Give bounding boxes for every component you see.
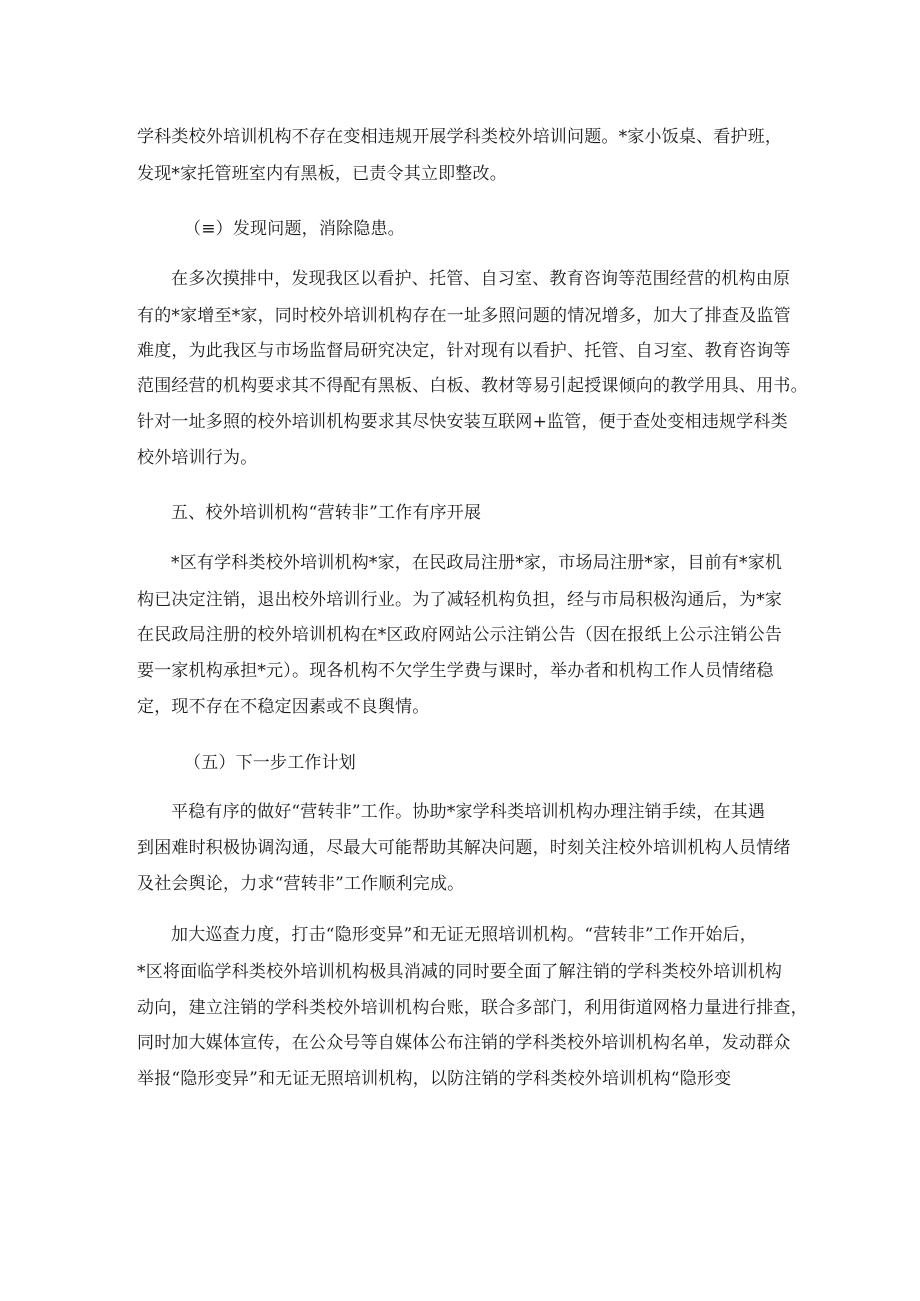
text-line: 加大巡查力度，打击“隐形变异”和无证无照培训机构。“营转非”工作开始后，	[171, 925, 757, 945]
text-line: 到困难时积极协调沟通，尽最大可能帮助其解决问题，时刻关注校外培训机构人员情绪	[137, 838, 791, 858]
section-heading: （五）下一步工作计划	[184, 753, 356, 773]
text-line: 针对一址多照的校外培训机构要求其尽快安装互联网+监管，便于查处变相违规学科类	[137, 412, 788, 432]
text-line: 定，现不存在不稳定因素或不良舆情。	[137, 697, 430, 717]
text-line: 同时加大媒体宣传，在公众号等自媒体公布注销的学科类校外培训机构名单，发动群众	[137, 1033, 791, 1053]
text-line: *区有学科类校外培训机构*家，在民政局注册*家，市场局注册*家，目前有*家机	[171, 553, 783, 573]
text-line: 构已决定注销，退出校外培训行业。为了减轻机构负担，经与市局积极沟通后，为*家	[137, 590, 783, 610]
text-line: 动向，建立注销的学科类校外培训机构台账，联合多部门，利用街道网格力量进行排查，	[137, 998, 808, 1018]
text-line: 范围经营的机构要求其不得配有黑板、白板、教材等易引起授课倾向的教学用具、用书。	[137, 376, 808, 396]
text-line: 及社会舆论，力求“营转非”工作顺利完成。	[137, 874, 465, 894]
text-line: 难度，为此我区与市场监督局研究决定，针对现有以看护、托管、自习室、教育咨询等	[137, 341, 791, 361]
text-line: 平稳有序的做好“营转非”工作。协助*家学科类培训机构办理注销手续，在其遇	[171, 802, 766, 822]
text-line: 在多次摸排中，发现我区以看护、托管、自习室、教育咨询等范围经营的机构由原	[171, 269, 791, 289]
section-heading: 五、校外培训机构“营转非”工作有序开展	[171, 503, 482, 523]
text-line: 在民政局注册的校外培训机构在*区政府网站公示注销公告（因在报纸上公示注销公告	[137, 625, 783, 645]
text-line: 学科类校外培训机构不存在变相违规开展学科类校外培训问题。*家小饭桌、看护班，	[137, 127, 783, 147]
text-line: *区将面临学科类校外培训机构极具消减的同时要全面了解注销的学科类校外培训机构	[137, 962, 783, 982]
text-line: 有的*家增至*家，同时校外培训机构存在一址多照问题的情况增多，加大了排查及监管	[137, 306, 791, 326]
text-line: 要一家机构承担*元）。现各机构不欠学生学费与课时，举办者和机构工作人员情绪稳	[137, 661, 774, 681]
section-heading: （≡）发现问题，消除隐患。	[184, 219, 405, 239]
text-line: 发现*家托管班室内有黑板，已责令其立即整改。	[137, 164, 507, 184]
text-line: 举报“隐形变异”和无证无照培训机构，以防注销的学科类校外培训机构“隐形变	[137, 1069, 732, 1089]
text-line: 校外培训行为。	[137, 448, 258, 468]
